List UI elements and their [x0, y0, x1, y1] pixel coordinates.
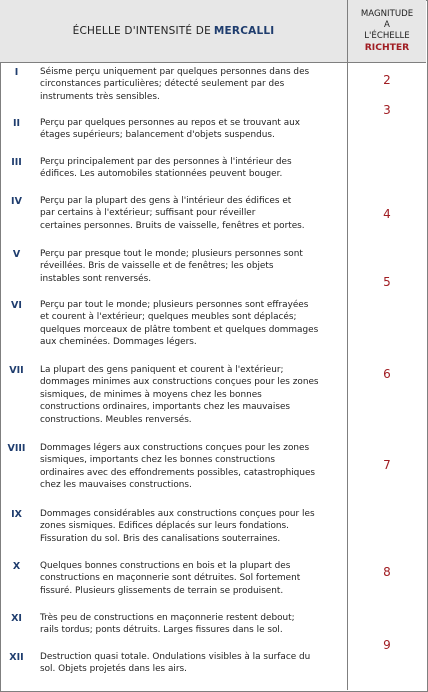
description-line: sol. Objets projetés dans les airs. [40, 664, 187, 675]
degree-label: IX [11, 509, 22, 520]
degree-label: X [12, 561, 21, 572]
richter-header-name: RICHTER [364, 42, 410, 53]
description-line: Très peu de constructions en maçonnerie restent debout; [40, 613, 295, 623]
description-line: par certains à l'extérieur; suffisant pour réveiller [40, 208, 256, 219]
degree-description [40, 508, 342, 545]
description-line: Perçu par la plupart des gens à l'intérieur des édifices et [40, 196, 292, 206]
mercalli-header-prefix: ÉCHELLE D'INTENSITÉ DE [72, 25, 211, 37]
description-line: instruments très sensibles. [40, 91, 160, 102]
description-line: zones sismiques. Edifices déplacés sur leurs fondations. [40, 521, 289, 532]
description-line: sismiques, importants chez les bonnes constructions [40, 455, 275, 466]
degree-description [40, 66, 342, 103]
richter-magnitude: 9 [383, 638, 391, 652]
description-line: Perçu par tout le monde; plusieurs personnes sont effrayées [40, 300, 309, 310]
richter-magnitude: 2 [383, 73, 391, 87]
richter-header [348, 0, 426, 62]
richter-header-line3: L'ÉCHELLE [364, 31, 410, 41]
mercalli-header-name: MERCALLI [213, 25, 275, 37]
richter-magnitude: 4 [383, 207, 391, 221]
degree-description [40, 299, 342, 349]
description-line: circonstances particulières; détecté seulement par des [40, 79, 285, 90]
description-line: fissuré. Plusieurs glissements de terrain se produisent. [40, 585, 284, 596]
description-line: réveillées. Bris de vaisselle et de fenêtres; les objets [40, 261, 274, 272]
description-line: étages supérieurs; balancement d'objets suspendus. [40, 130, 275, 141]
description-line: Séisme perçu uniquement par quelques personnes dans des [40, 67, 310, 77]
degree-label: XII [9, 652, 24, 663]
description-line: aux cheminées. Dommages légers. [40, 337, 197, 348]
degree-description [40, 442, 342, 492]
description-line: rails tordus; ponts détruits. Larges fissures dans le sol. [40, 625, 283, 636]
richter-header-line1: MAGNITUDE [360, 9, 414, 19]
description-line: Perçu par quelques personnes au repos et se trouvant aux [40, 118, 301, 128]
richter-magnitude: 5 [383, 275, 391, 289]
richter-magnitude: 3 [383, 103, 391, 117]
degree-description [40, 560, 342, 597]
description-line: Destruction quasi totale. Ondulations visibles à la surface du [40, 652, 311, 662]
description-line: certaines personnes. Bruits de vaisselle, fenêtres et portes. [40, 220, 305, 231]
degree-description [40, 117, 342, 142]
richter-magnitude: 8 [383, 565, 391, 579]
description-line: Dommages légers aux constructions conçues pour les zones [40, 443, 310, 453]
degree-description [40, 612, 342, 637]
degree-label: VIII [7, 443, 26, 454]
description-line: constructions en maçonnerie sont détruites. Sol fortement [40, 573, 301, 584]
description-line: sismiques, de minimes à moyens chez les bonnes [40, 389, 262, 400]
degree-description [40, 364, 342, 426]
description-line: constructions. Meubles renversés. [40, 414, 192, 425]
description-line: quelques morceaux de plâtre tombent et quelques dommages [40, 324, 319, 335]
degree-label: IV [11, 196, 22, 207]
richter-magnitude: 7 [383, 458, 391, 472]
description-line: Perçu principalement par des personnes à l'intérieur des [40, 157, 292, 167]
degree-label: I [14, 67, 19, 78]
degree-label: XI [11, 613, 22, 624]
degree-description [40, 248, 342, 285]
richter-header-line2: A [384, 20, 390, 30]
degree-label: V [12, 249, 21, 260]
description-line: Fissuration du sol. Bris des canalisations souterraines. [40, 533, 281, 544]
header-divider [0, 62, 426, 63]
richter-magnitude: 6 [383, 367, 391, 381]
mercalli-header [0, 0, 347, 62]
description-line: constructions ordinaires, importants chez les mauvaises [40, 402, 291, 413]
degree-label: VII [9, 365, 24, 376]
degree-label: VI [11, 300, 22, 311]
description-line: dommages minimes aux constructions conçues pour les zones [40, 377, 319, 388]
description-line: et courent à l'extérieur; quelques meubles sont déplacés; [40, 312, 297, 323]
degree-label: III [11, 157, 22, 168]
description-line: La plupart des gens paniquent et courent à l'extérieur; [40, 365, 284, 375]
description-line: chez les mauvaises constructions. [40, 480, 192, 491]
description-line: Perçu par presque tout le monde; plusieurs personnes sont [40, 249, 303, 259]
degree-description [40, 156, 342, 181]
description-line: édifices. Les automobiles stationnées peuvent bouger. [40, 169, 283, 180]
degree-description [40, 651, 342, 676]
description-line: Quelques bonnes constructions en bois et la plupart des [40, 561, 291, 571]
description-line: Dommages considérables aux constructions conçues pour les [40, 509, 315, 519]
degree-label: II [12, 118, 21, 129]
description-line: instables sont renversés. [40, 273, 152, 284]
description-line: ordinaires avec des effondrements possibles, catastrophiques [40, 467, 316, 478]
degree-description [40, 195, 342, 232]
